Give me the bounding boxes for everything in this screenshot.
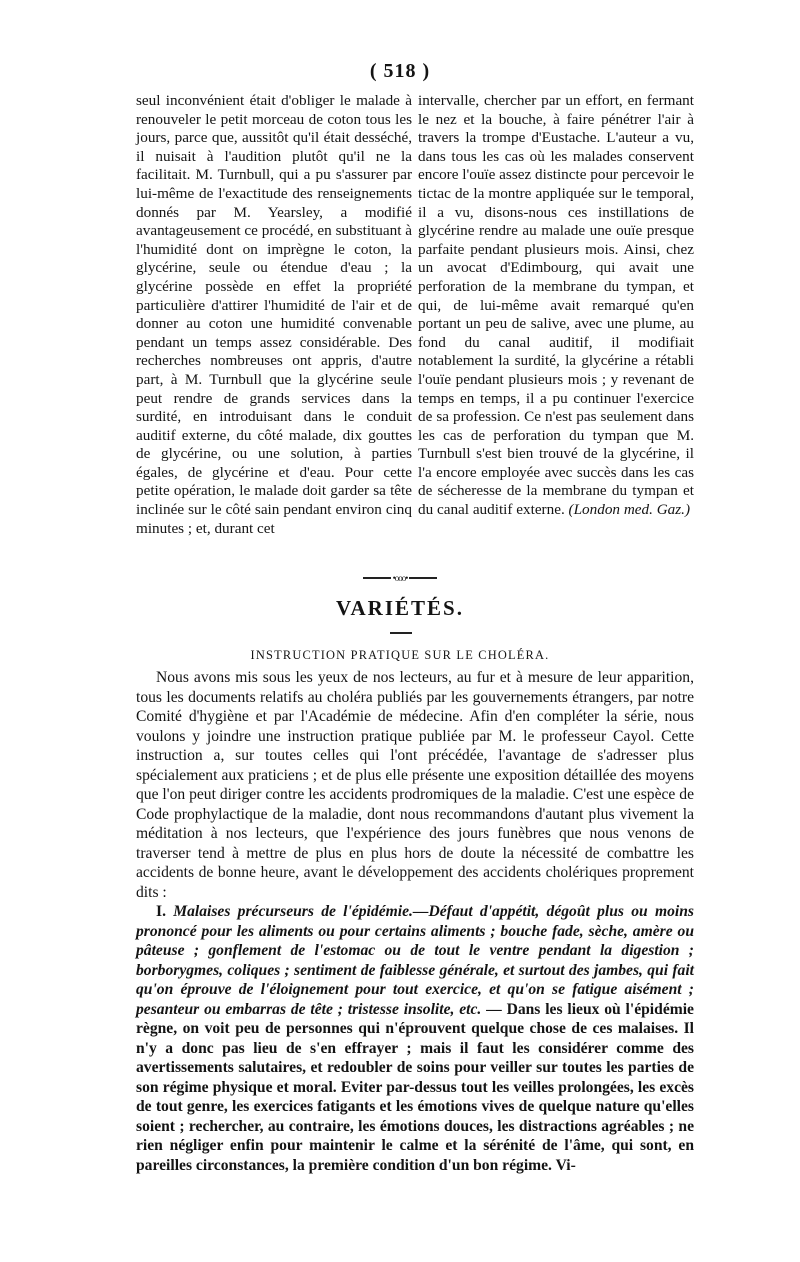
short-rule (390, 632, 412, 634)
right-column (418, 92, 694, 520)
section-title: VARIÉTÉS. (336, 596, 464, 620)
article-title: INSTRUCTION PRATIQUE SUR LE CHOLÉRA. (250, 648, 550, 662)
divider-knot: •ooo• (392, 573, 408, 583)
right-column-paragraph (418, 92, 694, 520)
divider-bar-right (409, 577, 437, 579)
paragraph-malaises (136, 902, 694, 1175)
paragraph-intro: Nous avons mis sous les yeux de nos lecteurs, au fur et à mesure de leur apparition, tous les documents relatifs au choléra publiés par les gouvernements étrangers, par notre Comité d'hygiène et par l'Académie de médecine. Afin d'en compléter la série, nous voulons y joindre une instruction pratique publiée par M. le professeur Cayol. Cette instruction a, sur toutes celles qui l'ont précédée, l'avantage de s'adresser plus spécialement aux praticiens ; et de plus elle présente une exposition détaillée des moyens que l'on peut diriger contre les accidents prodromiques de la maladie. C'est une espèce de Code prophylactique de la maladie, dont nous recommandons d'autant plus vivement la méditation à nos lecteurs, que l'expérience des jours funèbres que nous venons de traverser tend à mettre de plus en plus hors de doute la nécessité de combattre les accidents de bonne heure, avant le développement des accidents cholériques proprement dits : (136, 669, 694, 901)
malaises-italic: Malaises précurseurs de l'épidémie.—Défaut d'appétit, dégoût plus ou moins prononcé pour les aliments ou pour certains aliments ; bouche fade, sèche, amère ou pâteuse ; gonflement de l'estomac ou de tout le ventre pendant la digestion ; borborygmes, coliques ; sentiment de faiblesse générale, et surtout des jambes, qui fait qu'on éprouve de l'éloignement pour tout exercice, et qu'on se fatigue aisément ; pesanteur ou embarras de tête ; tristesse insolite, etc. (136, 903, 694, 1018)
divider-ornament (0, 575, 800, 581)
divider-bar-left (363, 577, 391, 579)
left-column-text: seul inconvénient était d'obliger le malade à renouveler le petit morceau de coton tous les jours, parce que, aussitôt qu'il était desséché, il nuisait à l'audition plutôt qu'il ne la facilitait. M. Turnbull, qui a pu s'assurer par lui-même de l'exactitude des renseignements donnés par M. Yearsley, a modifié avantageusement ce procédé, en substituant à l'humidité dont on imprègne le coton, la glycérine, seule ou étendue d'eau ; la glycérine possède en effet la propriété particulière d'attirer l'humidité de l'air et de donner au coton une humidité convenable pendant un temps assez considérable. Des recherches nombreuses ont appris, d'autre part, à M. Turnbull que la glycérine seule peut rendre de grands services dans la surdité, en introduisant dans le conduit auditif externe, du côté malade, dix gouttes de glycérine, ou une solution, à parties égales, de glycérine et d'eau. Pour cette petite opération, le malade doit garder sa tête inclinée sur le côté sain pendant environ cinq minutes ; et, durant cet (136, 92, 412, 537)
citation: (London med. Gaz.) (568, 501, 691, 519)
page-number: ( 518 ) (369, 60, 431, 82)
article-body (136, 668, 694, 1175)
left-column (136, 92, 412, 538)
malaises-rest: — Dans les lieux où l'épidémie règne, on voit peu de personnes qui n'éprouvent quelque chose de ces malaises. Il n'y a donc pas lieu de s'en effrayer ; mais il faut les considérer comme des avertissements salutaires, et redoubler de soins pour veiller sur toutes les parties de son régime physique et moral. Eviter par-dessus tout les veilles prolongées, les excès de tout genre, les exercices fatigants et les émotions vives de quelque nature qu'elles soient ; rechercher, au contraire, les émotions douces, les distractions agréables ; ne rien négliger enfin pour maintenir le calme et la sérénité de l'âme, qui sont, en pareilles circonstances, la première condition d'un bon régime. Vi- (136, 1000, 694, 1174)
right-column-text: intervalle, chercher par un effort, en fermant le nez et la bouche, à faire pénétrer l'air à travers la trompe d'Eustache. L'auteur a vu, dans tous les cas où les malades conservent encore l'ouïe assez distincte pour percevoir le tictac de la montre appliquée sur le temporal, il a vu, disons-nous ces instillations de glycérine rendre au malade une ouïe presque parfaite pendant plusieurs mois. Ainsi, chez un avocat d'Edimbourg, qui avait une perforation de la membrane du tympan, et qui, de lui-même avait remarqué qu'en portant un peu de salive, avec une plume, au fond du canal auditif, il modifiait notablement la surdité, la glycérine a rétabli l'ouïe pendant plusieurs mois ; y revenant de temps en temps, il a pu continuer l'exercice de sa profession. Ce n'est pas seulement dans les cas de perforation du tympan que M. Turnbull s'est bien trouvé de la glycérine, il l'a encore employée avec succès dans les cas de sécheresse de la membrane du tympan et du canal auditif externe. (418, 92, 694, 519)
paragraph-number: I. (156, 903, 166, 920)
